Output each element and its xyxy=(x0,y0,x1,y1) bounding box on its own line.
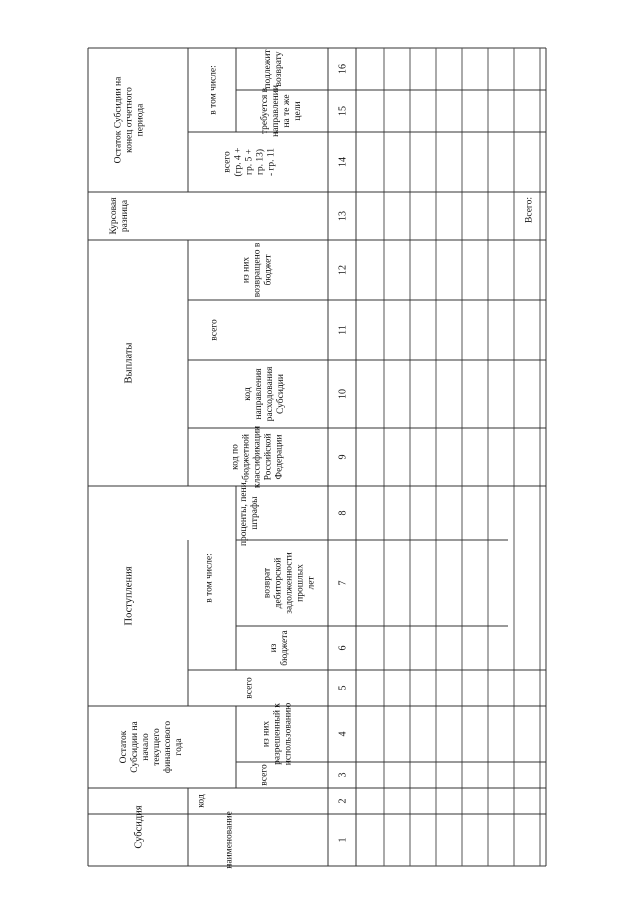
column-number-4-line-0: 4 xyxy=(337,731,349,737)
header-opening-allowed-line-2: использованию xyxy=(283,702,294,766)
header-subsidy-group-line-0: Субсидия xyxy=(133,805,145,849)
header-payments-bcc-line-4: Федерации xyxy=(274,434,285,480)
header-closing-total-line-4: - гр. 11 xyxy=(266,147,277,177)
header-receipts-interest-line-0: проценты, пени, xyxy=(239,479,249,547)
total-label xyxy=(525,197,535,223)
header-name xyxy=(225,811,235,868)
header-closing-required-line-3: цели xyxy=(293,101,303,121)
column-number-8 xyxy=(338,511,349,516)
header-payments-returned-line-2: бюджет xyxy=(263,254,274,286)
header-receipts-from-budget-line-1: бюджета xyxy=(280,630,290,666)
header-payments-bcc-line-0: код по xyxy=(230,444,241,470)
column-number-16 xyxy=(338,64,349,74)
header-receipts-receivables-line-3: прошлых xyxy=(295,564,306,602)
column-number-12 xyxy=(338,265,349,275)
header-opening-allowed-line-1: разрешенный к xyxy=(272,703,283,765)
header-payments-bcc xyxy=(231,426,285,488)
header-payments-direction-line-3: Субсидии xyxy=(276,374,286,414)
header-closing-required-line-2: на те же xyxy=(282,94,292,128)
column-number-6-line-0: 6 xyxy=(337,645,349,651)
header-receipts-from-budget-line-0: из xyxy=(269,643,279,653)
column-number-12-line-0: 12 xyxy=(337,265,349,275)
column-number-8-line-0: 8 xyxy=(337,510,349,516)
header-closing-total-line-0: всего xyxy=(222,151,233,173)
header-receipts-receivables-line-1: дебиторской xyxy=(273,557,284,609)
column-number-15 xyxy=(338,106,349,116)
column-number-9 xyxy=(338,455,349,460)
header-closing-balance-line-1: конец отчетного xyxy=(124,87,135,153)
column-number-16-line-0: 16 xyxy=(337,64,349,74)
column-number-5 xyxy=(338,686,349,691)
header-closing-to-return-line-0: подлежит xyxy=(263,49,273,89)
header-subsidy-group xyxy=(134,805,145,848)
header-fx-difference-line-1: разница xyxy=(120,199,130,233)
header-closing-including-line-0: в том числе: xyxy=(208,65,219,115)
header-opening-balance xyxy=(119,720,184,773)
header-payments-direction-line-2: расходования xyxy=(265,366,275,422)
column-number-13 xyxy=(338,211,349,221)
header-payments-returned-line-0: из них xyxy=(241,256,252,284)
total-label-line-0: Всего: xyxy=(524,197,535,223)
header-opening-allowed-line-0: из них xyxy=(261,720,272,748)
header-fx-difference xyxy=(109,197,130,235)
column-number-3-line-0: 3 xyxy=(337,772,349,778)
header-receipts-total xyxy=(245,677,255,699)
header-receipts-including-line-0: в том числе: xyxy=(204,553,215,603)
header-opening-balance-line-4: финансового xyxy=(163,720,173,774)
column-number-6 xyxy=(338,646,349,651)
header-closing-to-return-line-1: возврату xyxy=(274,51,284,87)
column-number-10-line-0: 10 xyxy=(337,389,349,399)
header-payments-direction xyxy=(243,366,286,421)
column-number-7-line-0: 7 xyxy=(337,580,349,586)
header-opening-balance-line-0: Остаток xyxy=(119,730,129,764)
column-number-14 xyxy=(338,157,349,167)
header-payments-line-0: Выплаты xyxy=(123,342,135,384)
header-closing-total-line-1: (гр. 4 + xyxy=(233,147,244,177)
column-number-15-line-0: 15 xyxy=(337,106,349,116)
header-receipts-including xyxy=(205,553,215,603)
header-closing-balance xyxy=(113,76,146,163)
header-receipts-from-budget xyxy=(269,630,290,666)
header-closing-required-line-0: требуется в xyxy=(260,87,270,135)
header-code-line-0: код xyxy=(196,794,207,808)
header-payments-total-line-0: всего xyxy=(209,319,220,341)
header-closing-total-line-3: гр. 13) xyxy=(255,148,266,176)
header-receipts-interest xyxy=(239,480,260,546)
column-number-3 xyxy=(338,773,349,778)
header-receipts-total-line-0: всего xyxy=(244,677,255,699)
header-closing-balance-line-2: периода xyxy=(135,103,146,137)
column-number-13-line-0: 13 xyxy=(337,211,349,221)
column-number-1 xyxy=(338,838,349,843)
header-payments-bcc-line-1: бюджетной xyxy=(241,433,252,481)
header-payments-direction-line-1: направления xyxy=(254,368,264,420)
header-opening-allowed xyxy=(262,703,294,765)
column-number-5-line-0: 5 xyxy=(337,685,349,691)
header-closing-total-line-2: гр. 5 + xyxy=(244,149,255,175)
header-opening-balance-line-1: Субсидии на xyxy=(130,721,140,773)
header-payments-returned xyxy=(242,242,274,297)
header-closing-including xyxy=(209,65,219,115)
column-number-14-line-0: 14 xyxy=(337,157,349,167)
column-number-9-line-0: 9 xyxy=(337,454,349,460)
header-opening-balance-line-5: года xyxy=(174,738,184,756)
header-opening-total xyxy=(260,764,270,786)
header-code xyxy=(197,794,207,808)
header-payments-bcc-line-2: классификации xyxy=(252,425,263,489)
header-fx-difference-line-0: Курсовая xyxy=(109,197,119,235)
header-closing-total xyxy=(223,147,277,176)
header-opening-balance-line-3: текущего xyxy=(152,728,162,766)
column-number-2-line-0: 2 xyxy=(337,798,349,804)
header-receipts-receivables-line-0: возврат xyxy=(262,567,273,599)
header-payments-total xyxy=(210,319,220,341)
header-payments-returned-line-1: возвращено в xyxy=(252,242,263,298)
column-number-11 xyxy=(338,325,349,335)
header-payments xyxy=(124,343,135,384)
header-receipts-receivables-line-4: лет xyxy=(306,576,317,590)
column-number-7 xyxy=(338,581,349,586)
header-receipts xyxy=(124,566,135,625)
header-receipts-receivables xyxy=(263,552,317,613)
column-number-4 xyxy=(338,732,349,737)
header-closing-required-line-1: направлении xyxy=(271,85,281,137)
header-name-line-0: наименование xyxy=(224,811,235,869)
column-number-1-line-0: 1 xyxy=(337,837,349,843)
header-closing-required xyxy=(259,85,303,137)
header-receipts-interest-line-1: штрафы xyxy=(250,496,260,530)
header-opening-total-line-0: всего xyxy=(259,764,270,786)
column-number-2 xyxy=(338,799,349,804)
header-payments-bcc-line-3: Российской xyxy=(263,433,274,481)
header-payments-direction-line-0: код xyxy=(243,387,253,401)
header-receipts-receivables-line-2: задолженности xyxy=(284,552,295,614)
header-closing-to-return xyxy=(263,49,284,89)
column-number-11-line-0: 11 xyxy=(337,325,349,335)
table-labels xyxy=(109,49,535,869)
header-opening-balance-line-2: начало xyxy=(141,733,151,761)
column-number-10 xyxy=(338,389,349,399)
header-receipts-line-0: Поступления xyxy=(123,566,135,626)
header-closing-balance-line-0: Остаток Субсидии на xyxy=(113,76,124,164)
